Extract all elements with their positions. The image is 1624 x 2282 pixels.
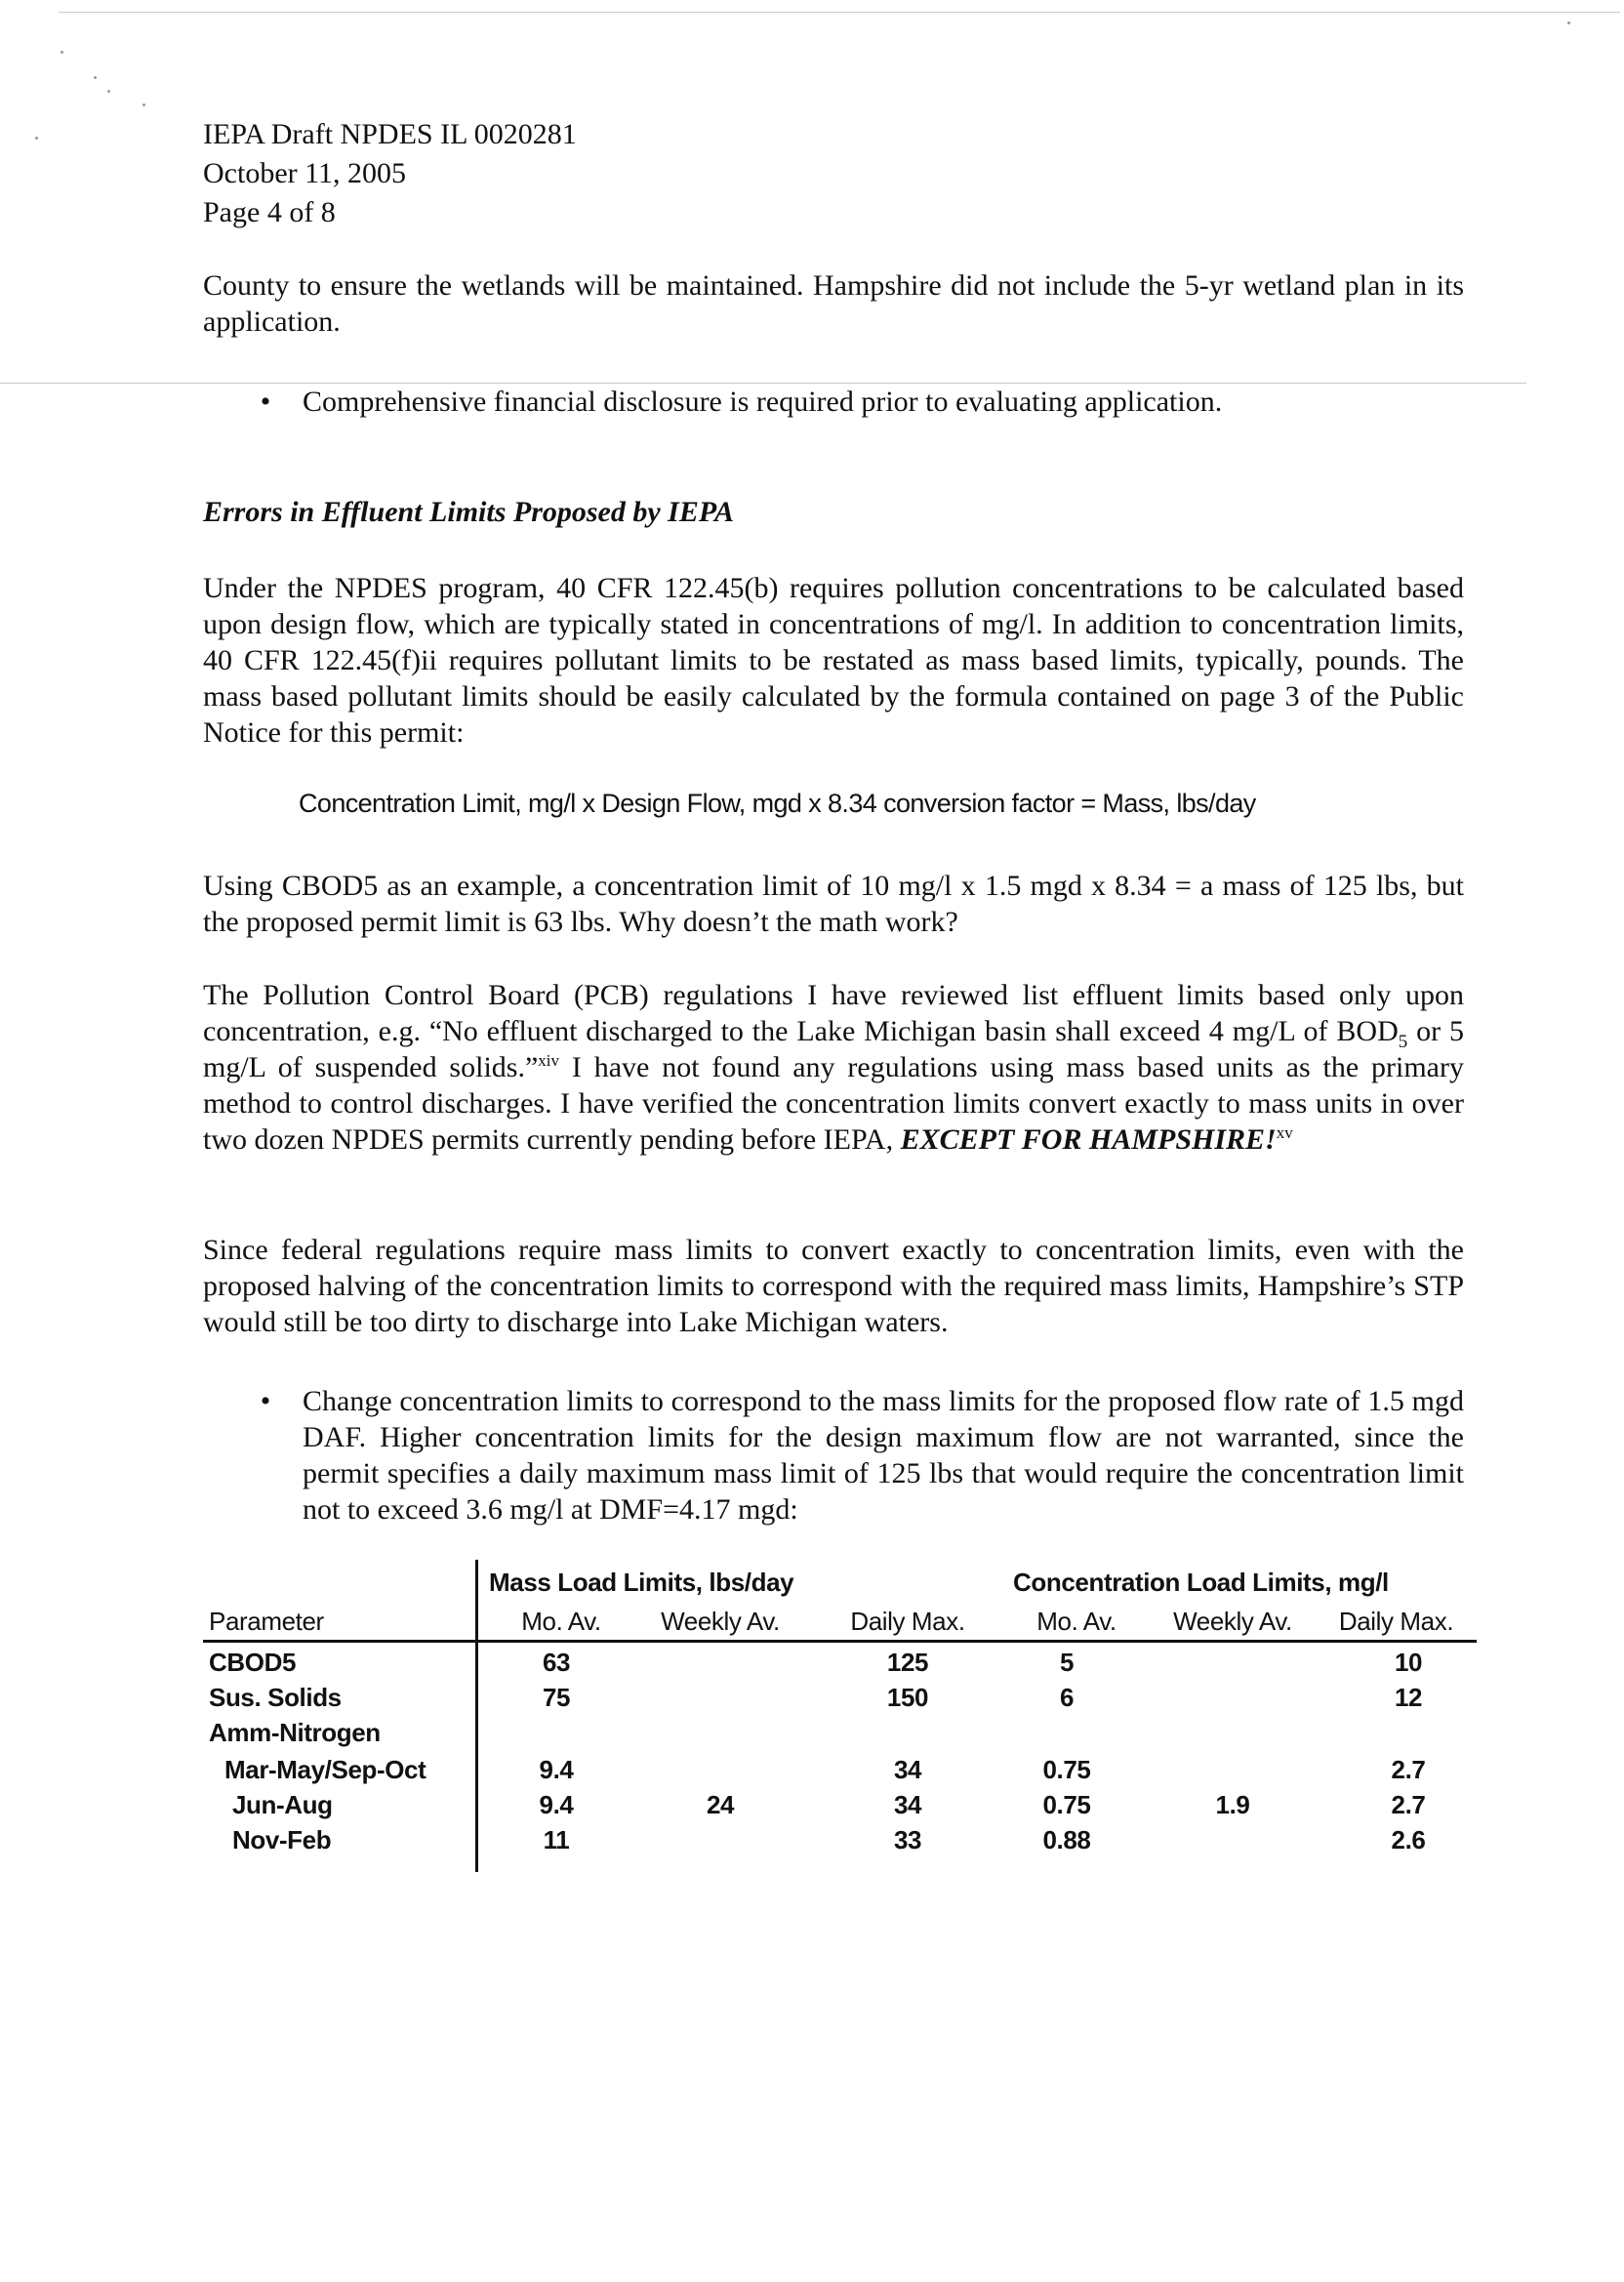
scan-artifact-speck xyxy=(61,51,63,54)
permit-id: IEPA Draft NPDES IL 0020281 xyxy=(203,118,577,150)
cell-mass-mo-av: 9.4 xyxy=(539,1755,574,1784)
page-number: Page 4 of 8 xyxy=(203,196,336,228)
cell-mass-daily-max: 34 xyxy=(893,1755,922,1784)
col-header-conc-mo-av: Mo. Av. xyxy=(1036,1607,1116,1636)
row-parameter: Mar-May/Sep-Oct xyxy=(224,1755,426,1784)
cell-conc-daily-max: 2.7 xyxy=(1391,1755,1426,1784)
cell-mass-mo-av: 75 xyxy=(542,1683,571,1712)
table-header-rule xyxy=(203,1640,1477,1643)
cell-conc-daily-max: 2.6 xyxy=(1391,1825,1426,1854)
cell-mass-weekly-av: 24 xyxy=(706,1790,735,1819)
scan-artifact-line xyxy=(59,12,1620,13)
table-vertical-rule xyxy=(475,1560,478,1872)
cell-mass-daily-max: 125 xyxy=(886,1648,929,1677)
row-parameter: Jun-Aug xyxy=(232,1790,333,1819)
cell-conc-mo-av: 0.88 xyxy=(1042,1825,1091,1854)
group-header-mass: Mass Load Limits, lbs/day xyxy=(489,1568,794,1597)
cell-conc-mo-av: 0.75 xyxy=(1042,1755,1091,1784)
col-header-conc-weekly-av: Weekly Av. xyxy=(1173,1607,1292,1636)
col-header-parameter: Parameter xyxy=(209,1607,324,1636)
pcb-text-1: The Pollution Control Board (PCB) regulations I have reviewed list effluent limits based only upon concentration, e.g. “No effluent discharged to the Lake Michigan basin shall exceed 4 mg/L of BOD xyxy=(203,979,1464,1047)
pcb-text-2: or 5 mg/L of suspended solids.” xyxy=(203,1015,1464,1083)
scan-artifact-speck xyxy=(107,90,110,93)
cell-conc-mo-av: 6 xyxy=(1059,1683,1075,1712)
effluent-limits-table xyxy=(203,1560,1477,1872)
bullet-change-limits xyxy=(252,1383,1464,1528)
row-parameter: Nov-Feb xyxy=(232,1825,332,1854)
col-header-mass-daily-max: Daily Max. xyxy=(850,1607,965,1636)
row-parameter: CBOD5 xyxy=(209,1648,297,1677)
federal-regulations-paragraph: Since federal regulations require mass limits to convert exactly to concentration limits, even with the proposed halving of the concentration limits to correspond with the required mass limits, Hampshire’s STP would still be too dirty to discharge into Lake Michigan waters. xyxy=(203,1234,1464,1338)
scan-artifact-speck xyxy=(35,137,38,140)
bullet-financial-disclosure xyxy=(252,384,1464,420)
cell-conc-daily-max: 2.7 xyxy=(1391,1790,1426,1819)
cell-mass-mo-av: 9.4 xyxy=(539,1790,574,1819)
cell-mass-daily-max: 150 xyxy=(886,1683,929,1712)
cell-mass-mo-av: 63 xyxy=(542,1648,571,1677)
endnote-ref: xiv xyxy=(538,1051,559,1070)
pcb-regulations-paragraph xyxy=(203,977,1464,1158)
intro-paragraph: County to ensure the wetlands will be maintained. Hampshire did not include the 5-yr wetland plan in its application. xyxy=(203,269,1464,338)
scan-artifact-speck xyxy=(94,76,97,79)
cbod-example-paragraph: Using CBOD5 as an example, a concentration limit of 10 mg/l x 1.5 mgd x 8.34 = a mass of 125 lbs, but the proposed permit limit is 63 lbs. Why doesn’t the math work? xyxy=(203,870,1464,938)
col-header-conc-daily-max: Daily Max. xyxy=(1338,1607,1454,1636)
mass-formula: Concentration Limit, mg/l x Design Flow, mgd x 8.34 conversion factor = Mass, lbs/day xyxy=(299,789,1256,818)
endnote-ref: xv xyxy=(1276,1123,1293,1142)
bod-subscript: 5 xyxy=(1398,1032,1408,1052)
npdes-paragraph: Under the NPDES program, 40 CFR 122.45(b) requires pollution concentrations to be calculated based upon design flow, which are typically stated in concentrations of mg/l. In addition to concentration limits, 40 CFR 122.45(f)ii requires pollutant limits to be restated as mass based limits, typically, pounds. The mass based pollutant limits should be easily calculated by the formula contained on page 3 of the Public Notice for this permit: xyxy=(203,572,1464,749)
bullet-dot-icon: • xyxy=(260,1385,271,1417)
cell-conc-weekly-av: 1.9 xyxy=(1215,1790,1250,1819)
pcb-emphasis: EXCEPT FOR HAMPSHIRE! xyxy=(900,1123,1277,1156)
document-header xyxy=(203,115,577,232)
row-parameter: Amm-Nitrogen xyxy=(209,1718,381,1747)
cell-mass-daily-max: 33 xyxy=(893,1825,922,1854)
section-heading: Errors in Effluent Limits Proposed by IEPA xyxy=(203,496,734,528)
cell-mass-mo-av: 11 xyxy=(543,1825,570,1854)
bullet-text: Comprehensive financial disclosure is required prior to evaluating application. xyxy=(303,386,1223,418)
group-header-concentration: Concentration Load Limits, mg/l xyxy=(1013,1568,1389,1597)
cell-mass-daily-max: 34 xyxy=(893,1790,922,1819)
scan-artifact-speck xyxy=(1567,21,1570,24)
bullet-text: Change concentration limits to correspond to the mass limits for the proposed flow rate of 1.5 mgd DAF. Higher concentration limits for the design maximum flow are not warranted, since the permit specifies a daily maximum mass limit of 125 lbs that would require the concentration limit not to exceed 3.6 mg/l at DMF=4.17 mgd: xyxy=(303,1385,1464,1526)
scan-artifact-speck xyxy=(142,103,145,106)
col-header-mass-weekly-av: Weekly Av. xyxy=(661,1607,780,1636)
document-date: October 11, 2005 xyxy=(203,157,407,189)
cell-conc-mo-av: 0.75 xyxy=(1042,1790,1091,1819)
cell-conc-daily-max: 10 xyxy=(1394,1648,1423,1677)
pcb-text-3: I have not found any regulations using mass based units as the primary method to control discharges. I have verified the concentration limits convert exactly to mass units in over two dozen NPDES permits currently pending before IEPA, xyxy=(203,1051,1464,1156)
row-parameter: Sus. Solids xyxy=(209,1683,342,1712)
cell-conc-mo-av: 5 xyxy=(1059,1648,1075,1677)
cell-conc-daily-max: 12 xyxy=(1394,1683,1423,1712)
col-header-mass-mo-av: Mo. Av. xyxy=(521,1607,601,1636)
bullet-dot-icon: • xyxy=(260,386,271,418)
